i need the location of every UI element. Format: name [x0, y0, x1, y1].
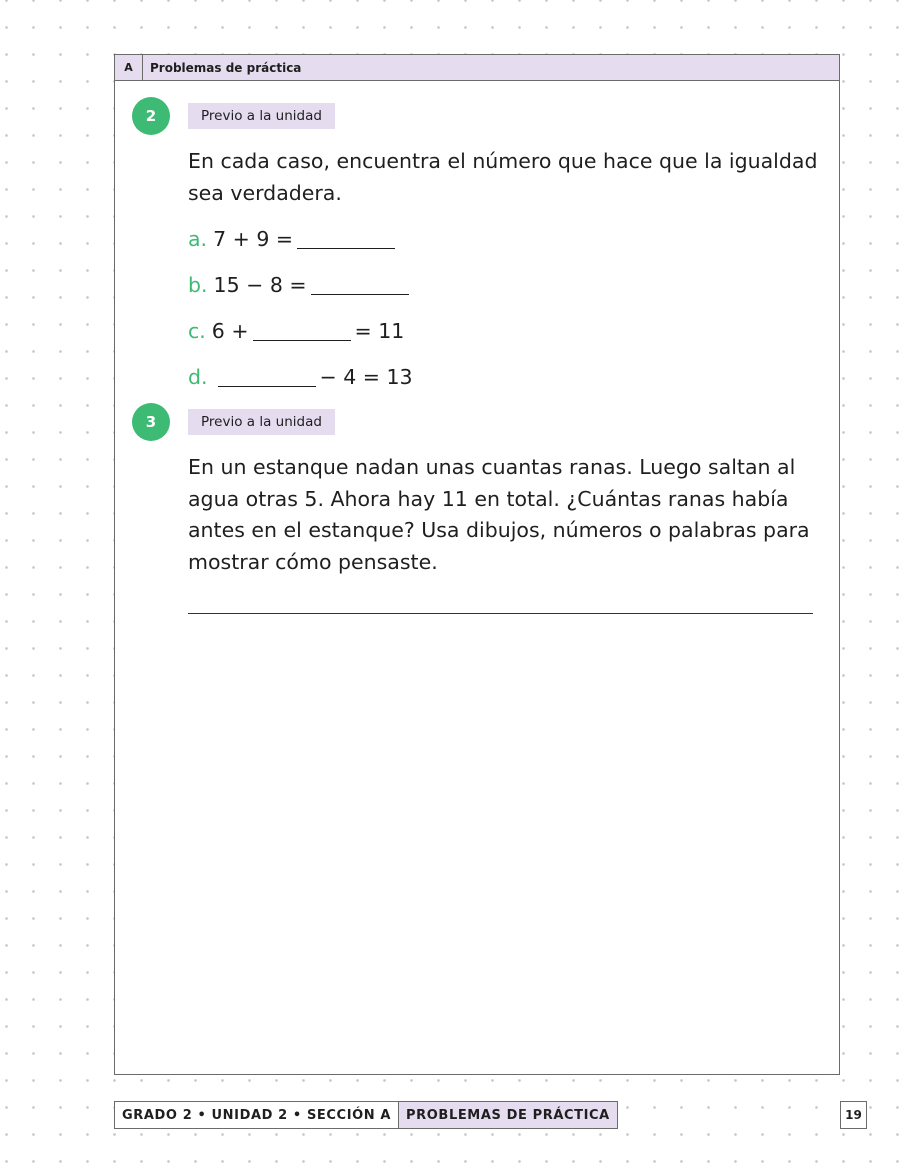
- footer-course: GRADO 2 • UNIDAD 2 • SECCIÓN A: [115, 1102, 399, 1128]
- footer-section-label: PROBLEMAS DE PRÁCTICA: [399, 1102, 617, 1128]
- problem-tag: Previo a la unidad: [188, 103, 335, 129]
- section-title: Problemas de práctica: [150, 60, 302, 75]
- equation-left: 7 + 9 =: [213, 227, 294, 251]
- equation-left: 6 +: [211, 319, 249, 343]
- section-header: [114, 54, 840, 81]
- equation-item-d: [188, 365, 413, 389]
- answer-blank[interactable]: [253, 322, 351, 341]
- problem-prompt: En un estanque nadan unas cuantas ranas. Luego saltan al agua otras 5. Ahora hay 11 en total. ¿Cuántas ranas había antes en el estanque? Usa dibujos, números o palabras para mostrar cómo pensaste.: [188, 455, 810, 574]
- equation-right: − 4 = 13: [319, 365, 413, 389]
- item-label: b.: [188, 273, 208, 297]
- item-label: d.: [188, 365, 208, 389]
- answer-line[interactable]: [188, 613, 813, 614]
- equation-item-b: [188, 273, 413, 297]
- equation-left: 15 − 8 =: [213, 273, 307, 297]
- item-label: c.: [188, 319, 206, 343]
- equation-item-a: [188, 227, 399, 251]
- equation-right: = 11: [354, 319, 405, 343]
- problem-tag: Previo a la unidad: [188, 409, 335, 435]
- page-number: 19: [840, 1101, 867, 1129]
- item-label: a.: [188, 227, 208, 251]
- answer-blank[interactable]: [297, 230, 395, 249]
- footer-bar: [114, 1101, 618, 1129]
- equation-item-c: [188, 319, 404, 343]
- answer-blank[interactable]: [218, 368, 316, 387]
- section-letter: A: [115, 55, 143, 80]
- answer-blank[interactable]: [311, 276, 409, 295]
- problem-number-badge: 2: [132, 97, 170, 135]
- problem-number-badge: 3: [132, 403, 170, 441]
- problem-prompt: En cada caso, encuentra el número que hace que la igualdad sea verdadera.: [188, 149, 818, 205]
